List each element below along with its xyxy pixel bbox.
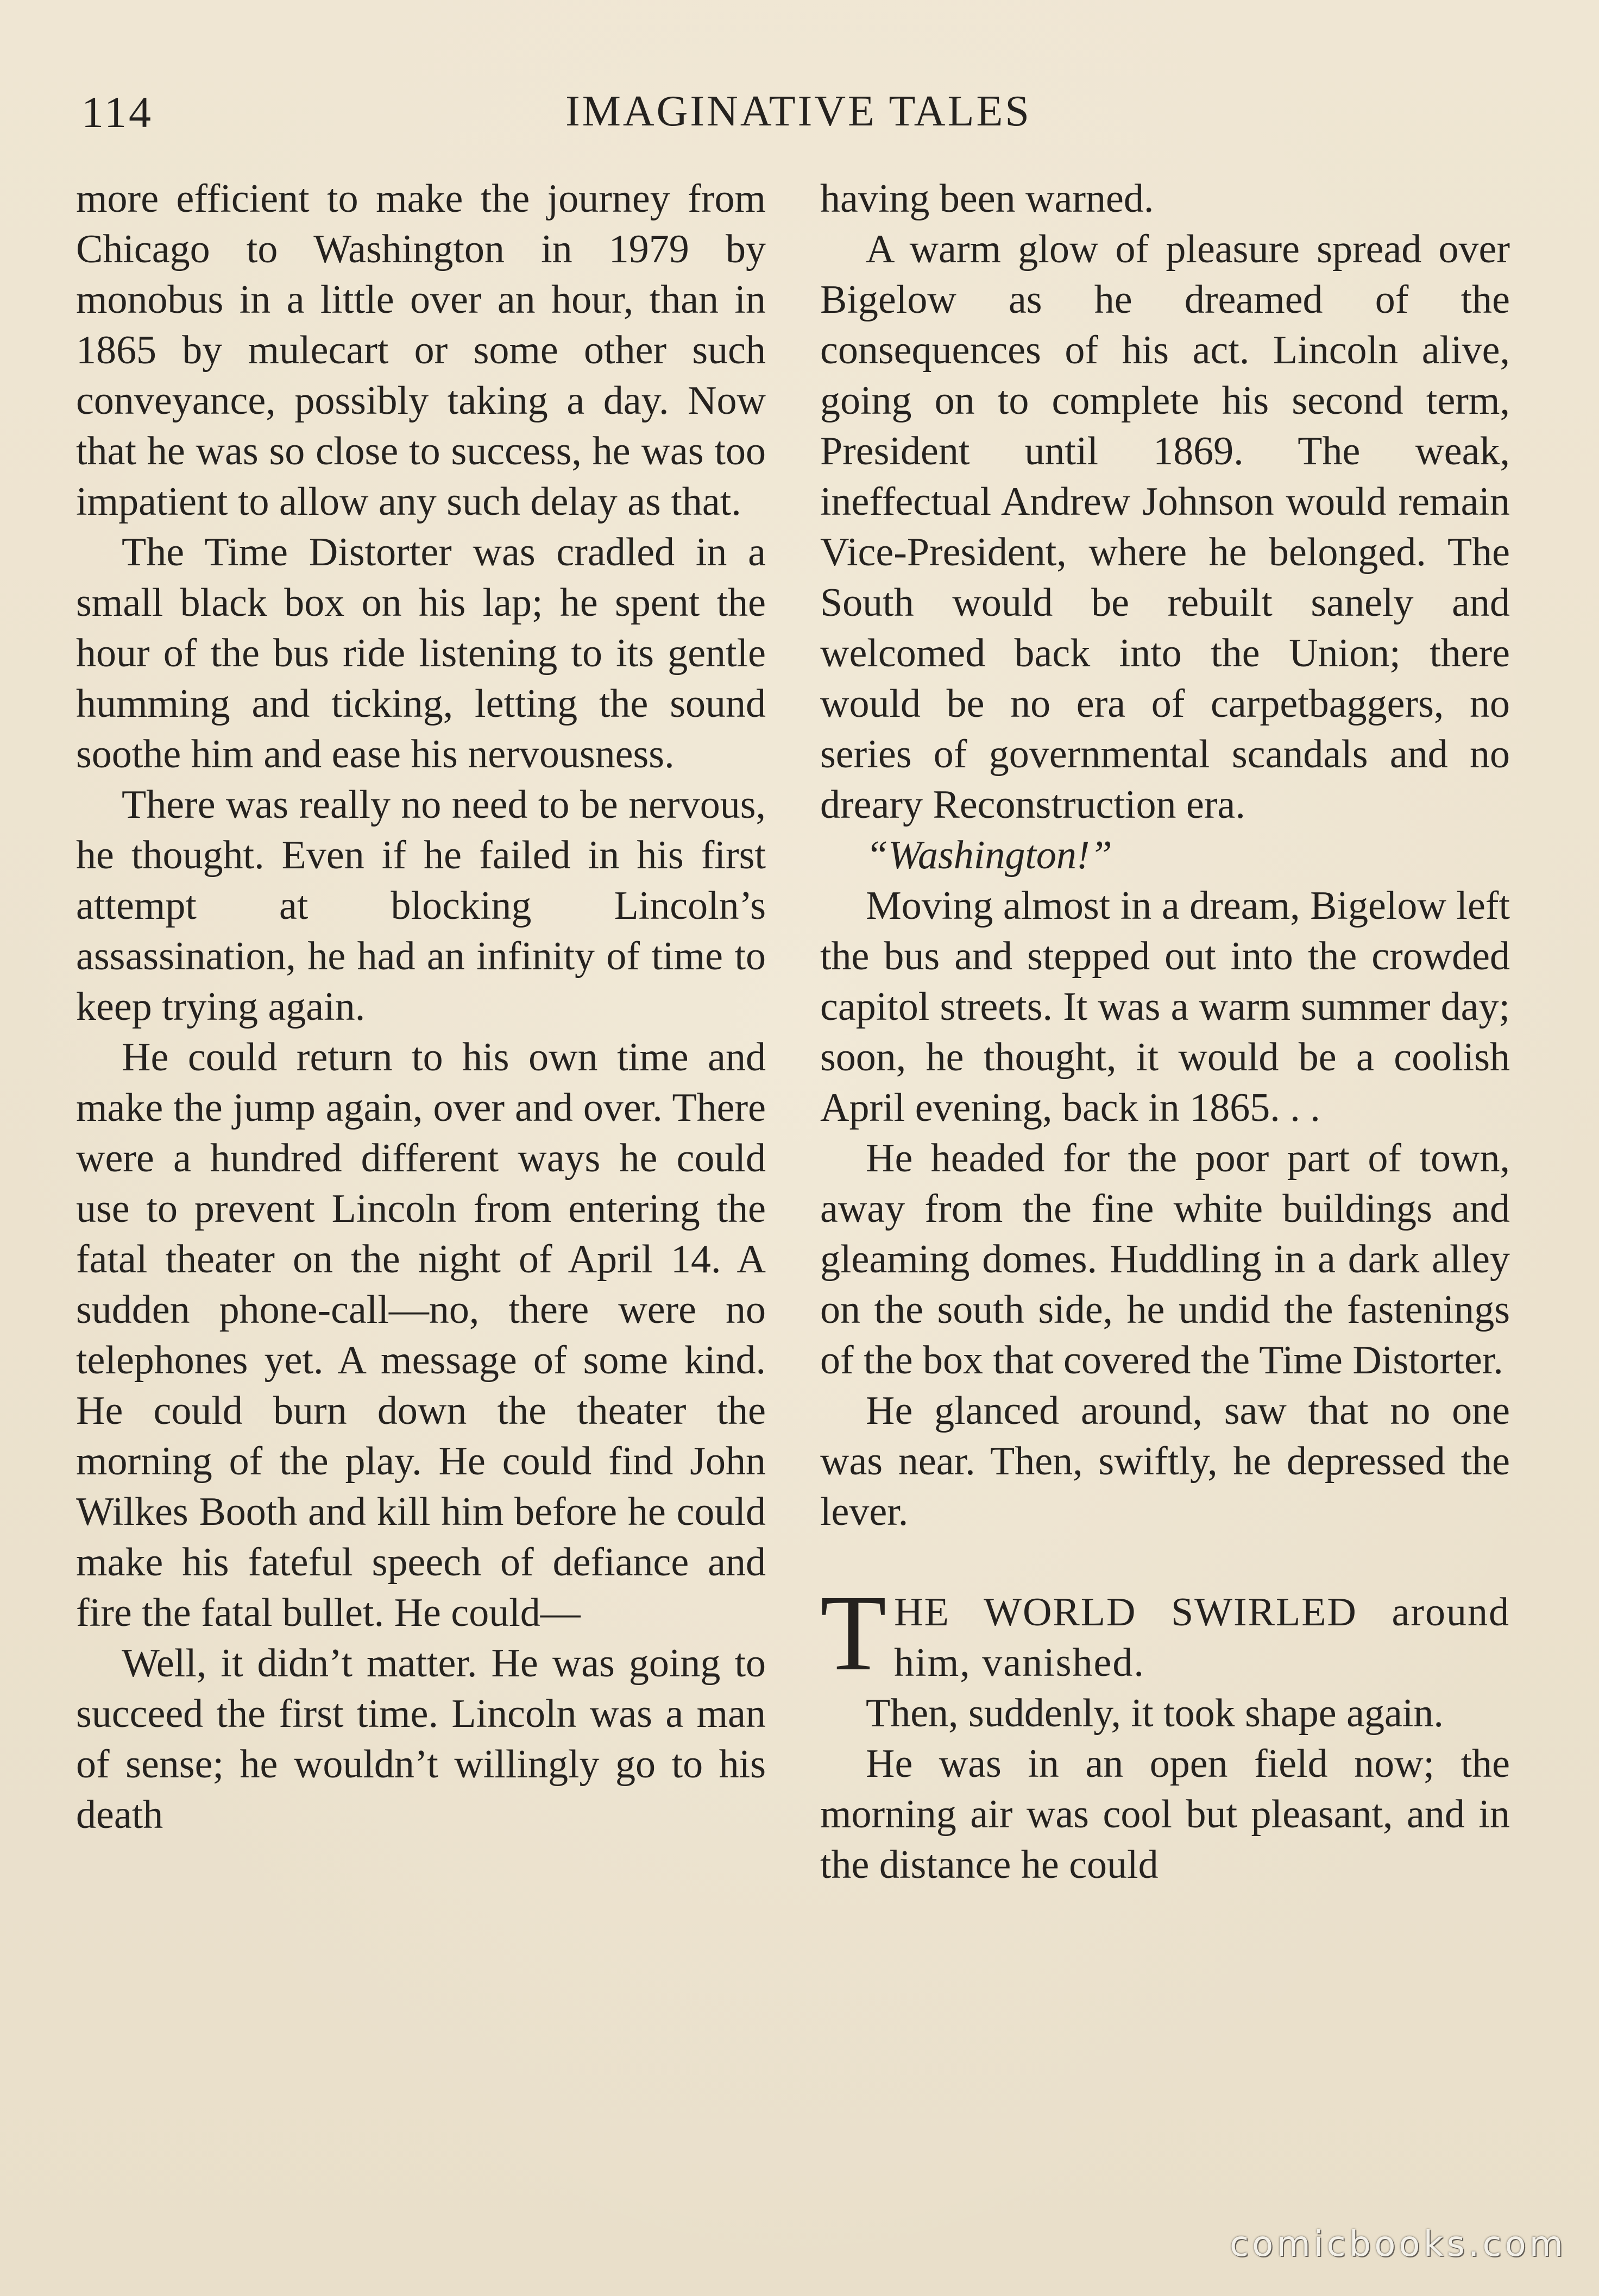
paragraph: Moving almost in a dream, Bigelow left the bus and stepped out into the crowded capitol streets. It was a warm summer day; soon, he thought, it would be a coolish April evening, back in 1865. . .	[820, 884, 1510, 1130]
page-header	[76, 81, 1521, 147]
paragraph: He headed for the poor part of town, away from the fine white buildings and gleaming domes. Huddling in a dark alley on the south side, he undid the fastenings of the box that covered the Time Distorter.	[820, 1136, 1510, 1383]
section-break	[820, 1537, 1510, 1587]
paragraph: The Time Distorter was cradled in a small black box on his lap; he spent the hour of the bus ride listening to its gentle humming and ticking, letting the sound soothe him and ease his nervousness.	[76, 530, 766, 777]
dropcap-lead-text: HE WORLD SWIRLED around him, vanished.	[894, 1590, 1510, 1685]
dropcap-paragraph	[820, 1573, 1510, 1693]
watermark: comicbooks.com	[1229, 2224, 1566, 2265]
paragraph: having been warned.	[820, 176, 1154, 221]
paragraph: A warm glow of pleasure spread over Bigelow as he dreamed of the consequences of his act. Lincoln alive, going on to complete his second term, President until 1869. The weak, ineffectual Andrew Johnson would remain Vice-President, where he belonged. The South would be rebuilt sanely and welcomed back into the Union; there would be no era of carpetbaggers, no series of governmental scandals and no dreary Reconstruction era.	[820, 227, 1510, 827]
paragraph: There was really no need to be nervous, he thought. Even if he failed in his first attempt at blocking Lincoln’s assassination, he had an infinity of time to keep trying again.	[76, 783, 766, 1029]
right-column	[820, 174, 1510, 1890]
paragraph: more efficient to make the journey from Chicago to Washington in 1979 by monobus in a little over an hour, than in 1865 by mulecart or some other such conveyance, possibly taking a day. Now that he was so close to success, he was too impatient to allow any such delay as that.	[76, 176, 766, 524]
paragraph: He glanced around, saw that no one was near. Then, swiftly, he depressed the lever.	[820, 1389, 1510, 1534]
paragraph: He could return to his own time and make the jump again, over and over. There were a hundred different ways he could use to prevent Lincoln from entering the fatal theater on the night of April 14. A sudden phone-call—no, there were no telephones yet. A message of some kind. He could burn down the theater the morning of the play. He could find John Wilkes Booth and kill him before he could make his fateful speech of defiance and fire the fatal bullet. He could—	[76, 1035, 766, 1635]
running-head: IMAGINATIVE TALES	[565, 87, 1031, 135]
left-column	[76, 174, 766, 1840]
page-number: 114	[81, 87, 153, 137]
exclamation-line: “Washington!”	[866, 833, 1112, 878]
paragraph: Well, it didn’t matter. He was going to succeed the first time. Lincoln was a man of sense; he wouldn’t willingly go to his death	[76, 1641, 766, 1837]
paragraph: Then, suddenly, it took shape again.	[866, 1691, 1444, 1736]
paragraph: He was in an open field now; the morning air was cool but pleasant, and in the distance he could	[820, 1742, 1510, 1887]
drop-cap-letter: T	[820, 1573, 887, 1693]
